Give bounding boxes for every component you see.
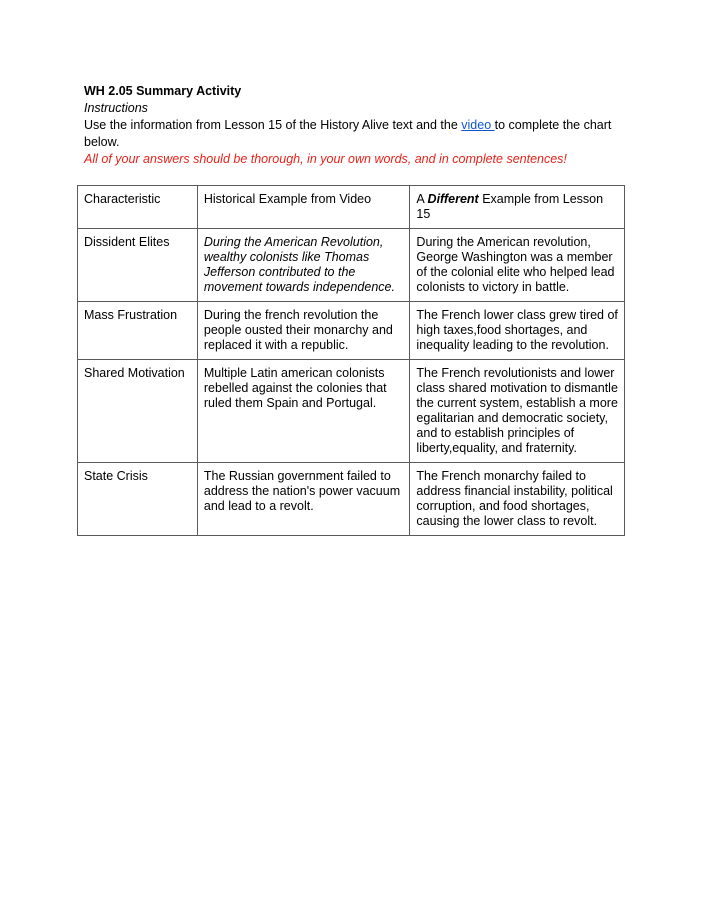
row-video-example: During the french revolution the people ousted their monarchy and replaced it with a republic. xyxy=(197,302,410,360)
row-characteristic: Dissident Elites xyxy=(78,229,198,302)
row-lesson-example: During the American revolution, George Washington was a member of the colonial elite who helped lead colonists to victory in battle. xyxy=(410,229,625,302)
instructions-text xyxy=(84,117,644,151)
table-row xyxy=(78,360,625,463)
table-row xyxy=(78,463,625,536)
row-video-example: The Russian government failed to address the nation's power vacuum and lead to a revolt. xyxy=(197,463,410,536)
document-title: WH 2.05 Summary Activity xyxy=(84,84,242,98)
warning-text: All of your answers should be thorough, in your own words, and in complete sentences! xyxy=(84,152,567,166)
header-characteristic: Characteristic xyxy=(78,186,198,229)
table-header-row xyxy=(78,186,625,229)
row-lesson-example: The French lower class grew tired of high taxes,food shortages, and inequality leading to the revolution. xyxy=(410,302,625,360)
header-lesson-emphasis: Different xyxy=(427,192,479,206)
row-characteristic: Shared Motivation xyxy=(78,360,198,463)
row-characteristic: Mass Frustration xyxy=(78,302,198,360)
row-lesson-example: The French monarchy failed to address financial instability, political corruption, and food shortages, causing the lower class to revolt. xyxy=(410,463,625,536)
video-link[interactable]: video xyxy=(461,118,495,132)
header-lesson-suffix: Example from Lesson 15 xyxy=(416,192,604,221)
table-row xyxy=(78,229,625,302)
document-header xyxy=(84,83,644,168)
table-row xyxy=(78,302,625,360)
row-video-example: During the American Revolution, wealthy colonists like Thomas Jefferson contributed to the movement towards independence. xyxy=(197,229,410,302)
header-lesson-example xyxy=(410,186,625,229)
row-characteristic: State Crisis xyxy=(78,463,198,536)
summary-chart xyxy=(77,185,625,536)
header-lesson-prefix: A xyxy=(416,192,428,206)
instructions-text-after: to complete the chart below. xyxy=(84,118,612,149)
instructions-text-before: Use the information from Lesson 15 of the History Alive text and the xyxy=(84,118,462,132)
instructions-label: Instructions xyxy=(84,101,148,115)
row-video-example: Multiple Latin american colonists rebelled against the colonies that ruled them Spain and Portugal. xyxy=(197,360,410,463)
row-lesson-example: The French revolutionists and lower class shared motivation to dismantle the current system, establish a more egalitarian and democratic society, and to establish principles of liberty,equality, and fraternity. xyxy=(410,360,625,463)
header-video-example: Historical Example from Video xyxy=(197,186,410,229)
